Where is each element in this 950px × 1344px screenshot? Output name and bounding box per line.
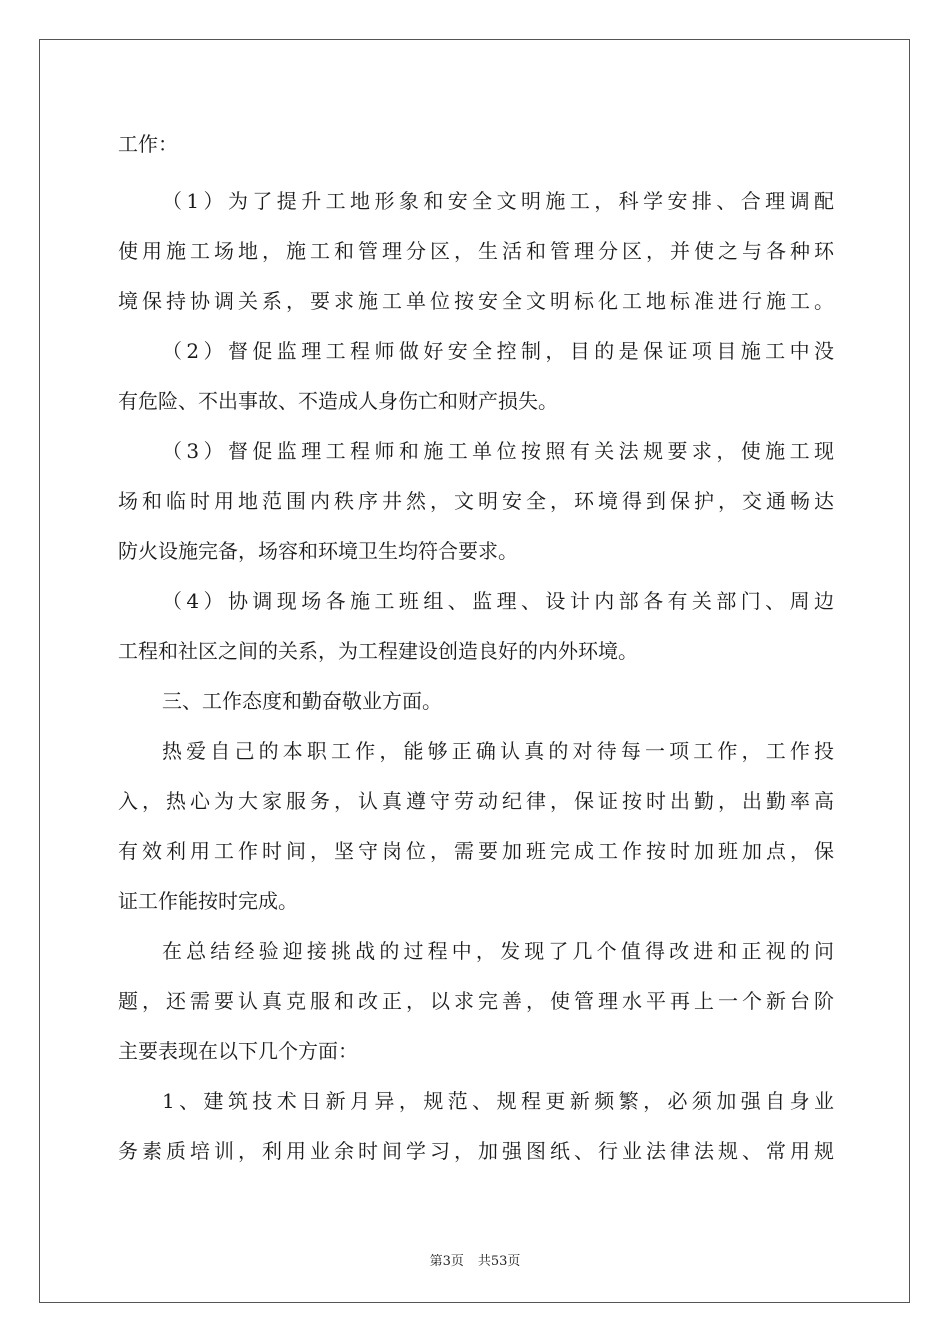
text-line: （4）协调现场各施工班组、监理、设计内部各有关部门、周边: [162, 589, 834, 613]
page-footer: [0, 1250, 950, 1269]
page-total: 共53页: [477, 1254, 521, 1269]
text-line: 务素质培训，利用业余时间学习，加强图纸、行业法律法规、常用规: [118, 1139, 834, 1163]
text-line: （3）督促监理工程师和施工单位按照有关法规要求，使施工现: [162, 439, 834, 463]
text-line: 工作：: [118, 132, 178, 156]
text-line: 在总结经验迎接挑战的过程中，发现了几个值得改进和正视的问: [162, 939, 834, 963]
page-number: 第3页: [429, 1254, 464, 1269]
section-heading: 三、工作态度和勤奋敬业方面。: [162, 689, 442, 713]
text-line: 使用施工场地，施工和管理分区，生活和管理分区，并使之与各种环: [118, 239, 834, 263]
text-line: 境保持协调关系，要求施工单位按安全文明标化工地标准进行施工。: [118, 289, 834, 313]
text-line: 场和临时用地范围内秩序井然，文明安全，环境得到保护，交通畅达: [118, 489, 834, 513]
text-line: （1）为了提升工地形象和安全文明施工，科学安排、合理调配: [162, 189, 834, 213]
text-line: 有危险、不出事故、不造成人身伤亡和财产损失。: [118, 389, 558, 413]
text-line: 主要表现在以下几个方面：: [118, 1039, 358, 1063]
text-line: 证工作能按时完成。: [118, 889, 298, 913]
text-line: 1、建筑技术日新月异，规范、规程更新频繁，必须加强自身业: [162, 1089, 834, 1113]
text-line: 热爱自己的本职工作，能够正确认真的对待每一项工作，工作投: [162, 739, 834, 763]
text-line: 工程和社区之间的关系，为工程建设创造良好的内外环境。: [118, 639, 638, 663]
text-line: 题，还需要认真克服和改正，以求完善，使管理水平再上一个新台阶: [118, 989, 834, 1013]
text-line: （2）督促监理工程师做好安全控制，目的是保证项目施工中没: [162, 339, 834, 363]
text-line: 有效利用工作时间，坚守岗位，需要加班完成工作按时加班加点，保: [118, 839, 834, 863]
text-line: 入，热心为大家服务，认真遵守劳动纪律，保证按时出勤，出勤率高: [118, 789, 834, 813]
text-line: 防火设施完备，场容和环境卫生均符合要求。: [118, 539, 518, 563]
